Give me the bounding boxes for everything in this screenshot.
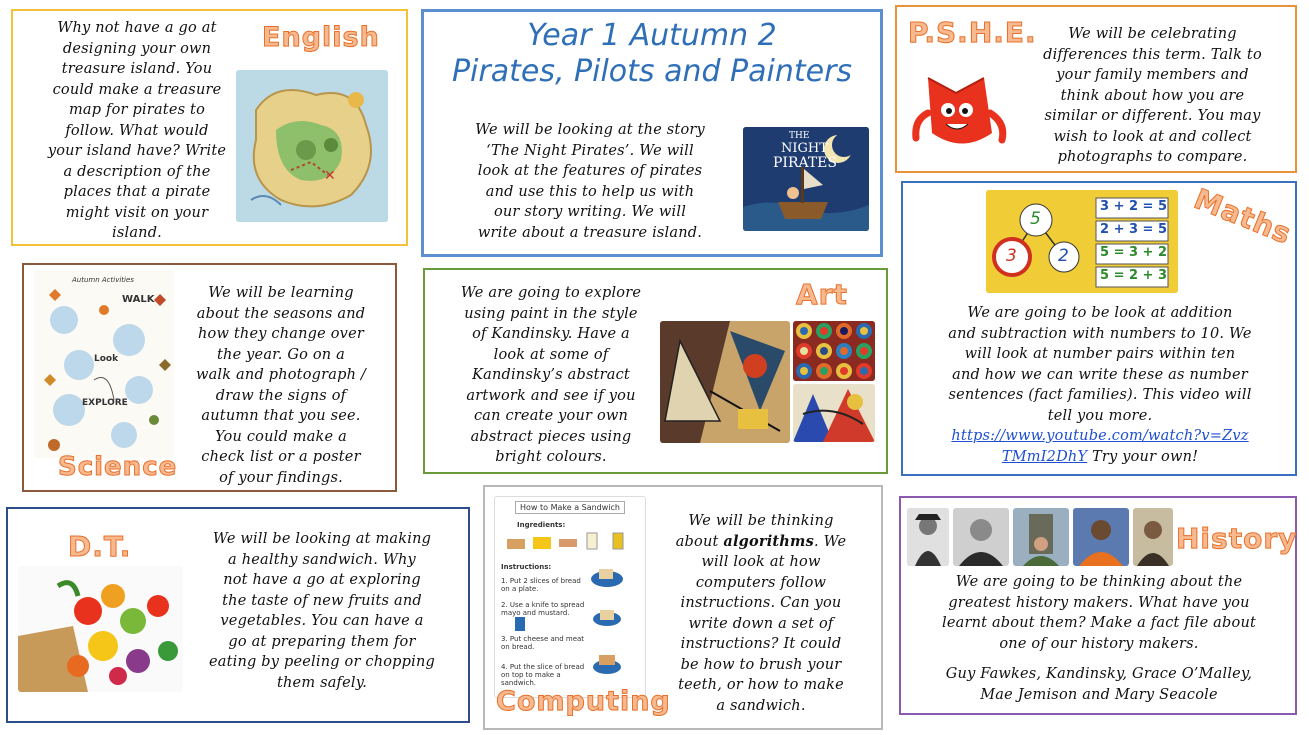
portrait-grace-omalley <box>1013 508 1069 566</box>
autumn-poster-image <box>34 270 174 458</box>
svg-text:✕: ✕ <box>324 168 336 184</box>
kandinsky-painting-3 <box>793 384 875 442</box>
history-text: We are going to be thinking about the greatest history makers. What have you learnt about them? Make a fact file about one of our history makers. Guy Fawkes, Kandinsky, Grace O’Malley, Mae Jemison and Mary Seacole <box>908 572 1290 705</box>
art-text: We are going to explore using paint in the style of Kandinsky. Have a look at some of Kandinsky’s abstract artwork and see if you can create your own abstract pieces using bright colours. <box>460 285 642 465</box>
book-title-3: PIRATES <box>773 155 837 171</box>
english-heading: English <box>262 22 380 53</box>
sandwich-instructions-image <box>494 496 646 698</box>
history-makers-names-1: Guy Fawkes, Kandinsky, Grace O’Malley, <box>945 666 1253 682</box>
kandinsky-painting-1 <box>660 321 790 443</box>
youtube-link-line-1[interactable]: https://www.youtube.com/watch?v=Zvz <box>951 428 1249 444</box>
pshe-text: We will be celebrating differences this term. Talk to your family members and think about how you are similar or different. You may wish to look at and collect photographs to compare. <box>1043 26 1262 165</box>
poster-word-explore: EXPLORE <box>82 398 128 408</box>
art-heading: Art <box>796 278 848 311</box>
portrait-mary-seacole <box>1133 508 1173 566</box>
equation-2: 2 + 3 = 5 <box>1100 222 1168 237</box>
sheet-instructions: Instructions: <box>501 563 552 571</box>
dt-text: We will be looking at making a healthy sandwich. Why not have a go at exploring the taste of new fruits and vegetables. You can have a go at preparing them for eating by peeling or chopping them safely. <box>208 531 436 691</box>
algorithms-keyword: algorithms <box>723 532 814 550</box>
kandinsky-painting-2 <box>793 321 875 381</box>
history-makers-names-2: Mae Jemison and Mary Seacole <box>980 686 1218 703</box>
youtube-link-line-2[interactable]: TMmI2DhY <box>1001 448 1088 465</box>
number-bond-image <box>986 190 1178 293</box>
maths-text: We are going to be look at addition and subtraction with numbers to 10. We will look at number pairs within ten and how we can write these as number sentences (fact families). This video will tell you more. https://www.youtube.com/watch?v=Zvz TMmI2DhY Try your own! <box>948 305 1252 465</box>
bond-part-1: 3 <box>1006 246 1017 266</box>
intro-text: We will be looking at the story ‘The Night Pirates’. We will look at the features of pirates and use this to help us with our story writing. We will write about a treasure island. <box>475 122 705 241</box>
english-text: Why not have a go at designing your own treasure island. You could make a treasure map for pirates to follow. What would your island have? Write a description of the places that a pirate might visit on your island. <box>47 20 227 241</box>
book-title-1: THE <box>789 131 810 141</box>
treasure-map-image <box>236 70 388 222</box>
book-title-2: NIGHT <box>781 141 828 156</box>
title-line-2: Pirates, Pilots and Painters <box>451 54 853 89</box>
title-line-1: Year 1 Autumn 2 <box>527 18 777 53</box>
poster-word-look: Look <box>94 354 119 364</box>
maths-link-tail: Try your own! <box>1087 448 1199 465</box>
maths-heading: Maths <box>1189 182 1297 251</box>
equation-3: 5 = 3 + 2 <box>1100 245 1168 260</box>
pshe-heading: P.S.H.E. <box>908 16 1037 49</box>
sheet-step-4: 4. Put the slice of bread on top to make a sandwich. <box>501 663 585 687</box>
sheet-ingredients: Ingredients: <box>517 521 566 529</box>
sheet-step-1: 1. Put 2 slices of bread on a plate. <box>501 577 581 593</box>
equation-4: 5 = 2 + 3 <box>1100 268 1168 283</box>
bond-part-2: 2 <box>1058 246 1069 266</box>
sheet-title: How to Make a Sandwich <box>515 501 625 514</box>
poster-title: Autumn Activities <box>72 276 134 284</box>
fruit-vegetables-image <box>18 566 183 692</box>
page-title <box>421 18 883 90</box>
sheet-step-2: 2. Use a knife to spread mayo and mustard. <box>501 601 585 617</box>
science-text: We will be learning about the seasons and how they change over the year. Go on a walk and photograph / draw the signs of autumn that you see. You could make a check list or a poster of your findings. <box>195 285 367 486</box>
portrait-guy-fawkes <box>907 508 949 566</box>
computing-text: We will be thinking about algorithms. We will look at how computers follow instructions. Can you write down a set of instructions? It could be how to brush your teeth, or how to make a sandwich. <box>675 513 847 714</box>
portrait-kandinsky <box>953 508 1009 566</box>
history-heading: History <box>1176 522 1298 555</box>
computing-heading: Computing <box>496 686 671 717</box>
portrait-mae-jemison <box>1073 508 1129 566</box>
sheet-step-3: 3. Put cheese and meat on bread. <box>501 635 585 651</box>
science-heading: Science <box>58 452 178 482</box>
night-pirates-book-cover <box>743 127 869 231</box>
dt-heading: D.T. <box>68 530 132 563</box>
poster-word-walk: WALK <box>122 294 155 305</box>
equation-1: 3 + 2 = 5 <box>1100 199 1168 214</box>
pshe-character-image <box>906 68 1018 160</box>
bond-whole: 5 <box>1030 209 1041 229</box>
